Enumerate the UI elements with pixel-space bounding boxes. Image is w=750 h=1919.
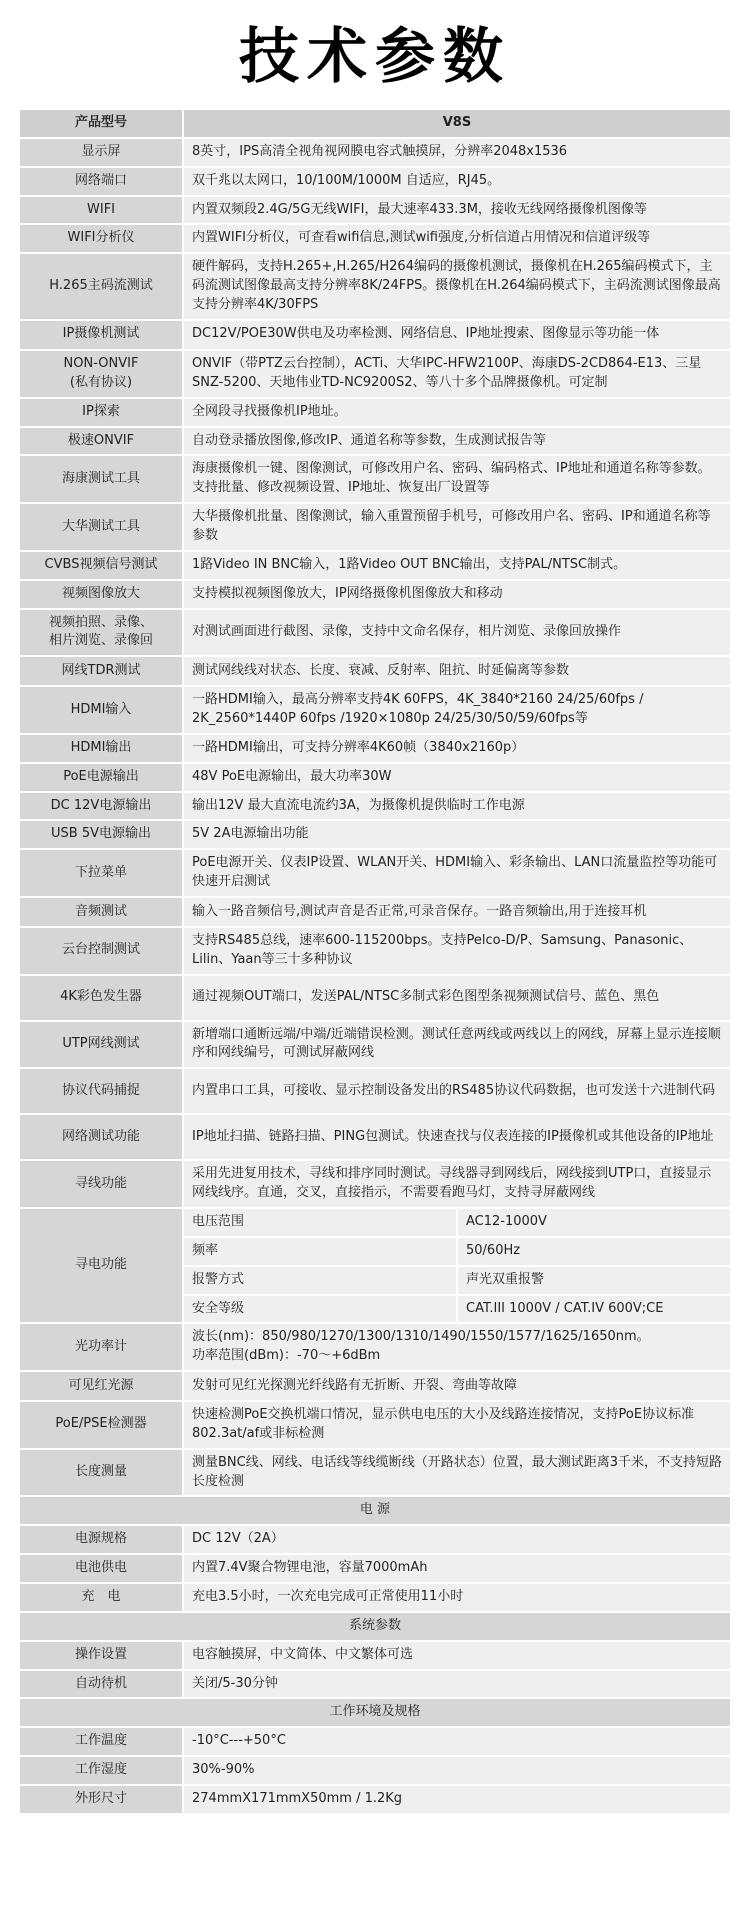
spec-row xyxy=(19,849,731,897)
spec-label: 4K彩色发生器 xyxy=(19,975,183,1021)
spec-value: 充电3.5小时，一次充电完成可正常使用11小时 xyxy=(183,1583,731,1612)
spec-value: 5V 2A电源输出功能 xyxy=(183,820,731,849)
spec-row xyxy=(19,427,731,456)
section-title: 工作环境及规格 xyxy=(19,1698,731,1727)
spec-row xyxy=(19,398,731,427)
spec-value: 一路HDMI输入，最高分辨率支持4K 60FPS，4K_3840*2160 24/25/60fps / 2K_2560*1440P 60fps /1920×1080p 24/25/30/50/59/60fps等 xyxy=(183,686,731,734)
spec-row xyxy=(19,1785,731,1814)
spec-label: 云台控制测试 xyxy=(19,927,183,975)
model-row xyxy=(19,109,731,138)
spec-value: 大华摄像机批量、图像测试，输入重置预留手机号，可修改用户名、密码、IP和通道名称等参数 xyxy=(183,503,731,551)
power-finder-key: 安全等级 xyxy=(183,1295,457,1324)
spec-row xyxy=(19,1401,731,1449)
spec-value: 48V PoE电源输出，最大功率30W xyxy=(183,763,731,792)
section-title: 系统参数 xyxy=(19,1612,731,1641)
spec-row xyxy=(19,927,731,975)
spec-label: 大华测试工具 xyxy=(19,503,183,551)
spec-value: 新增端口通断远端/中端/近端错误检测。测试任意两线或两线以上的网线，屏幕上显示连接顺序和网线编号，可测试屏蔽网线 xyxy=(183,1021,731,1069)
spec-label: HDMI输入 xyxy=(19,686,183,734)
spec-row xyxy=(19,686,731,734)
power-finder-row xyxy=(19,1208,731,1237)
spec-row xyxy=(19,551,731,580)
spec-row xyxy=(19,138,731,167)
spec-label: 自动待机 xyxy=(19,1670,183,1699)
spec-value: 274mmX171mmX50mm / 1.2Kg xyxy=(183,1785,731,1814)
section-title: 电 源 xyxy=(19,1496,731,1525)
spec-label: 极速ONVIF xyxy=(19,427,183,456)
spec-value: DC12V/POE30W供电及功率检测、网络信息、IP地址搜索、图像显示等功能一体 xyxy=(183,320,731,350)
spec-label: DC 12V电源输出 xyxy=(19,792,183,821)
spec-value: -10°C---+50°C xyxy=(183,1727,731,1756)
spec-row xyxy=(19,1114,731,1160)
page-title: 技术参数 xyxy=(239,22,511,92)
spec-row xyxy=(19,734,731,763)
spec-label: PoE/PSE检测器 xyxy=(19,1401,183,1449)
spec-label: 显示屏 xyxy=(19,138,183,167)
system-section-header xyxy=(19,1612,731,1641)
power-finder-key: 频率 xyxy=(183,1237,457,1266)
spec-value: 30%-90% xyxy=(183,1756,731,1785)
spec-value: ONVIF（带PTZ云台控制），ACTi、大华IPC-HFW2100P、海康DS-2CD864-E13、三星SNZ-5200、天地伟业TD-NC9200S2、等八十多个品牌摄像机。可定制 xyxy=(183,350,731,398)
spec-row xyxy=(19,580,731,609)
spec-value: 测量BNC线、网线、电话线等线缆断线（开路状态）位置，最大测试距离3千米，不支持短路长度检测 xyxy=(183,1449,731,1497)
spec-row xyxy=(19,1525,731,1554)
spec-row xyxy=(19,350,731,398)
spec-row xyxy=(19,1756,731,1785)
spec-value: 内置7.4V聚合物锂电池，容量7000mAh xyxy=(183,1554,731,1583)
spec-value: 硬件解码，支持H.265+,H.265/H264编码的摄像机测试，摄像机在H.265编码模式下，主码流测试图像最高支持分辨率8K/24FPS。摄像机在H.264编码模式下，主码流测试图像最高支持分辨率4K/30FPS xyxy=(183,253,731,320)
spec-label: IP摄像机测试 xyxy=(19,320,183,350)
spec-row xyxy=(19,1641,731,1670)
spec-row xyxy=(19,455,731,503)
spec-label: 工作湿度 xyxy=(19,1756,183,1785)
spec-label: PoE电源输出 xyxy=(19,763,183,792)
spec-table xyxy=(18,108,732,1815)
spec-value: 输入一路音频信号,测试声音是否正常,可录音保存。一路音频输出,用于连接耳机 xyxy=(183,897,731,927)
model-value: V8S xyxy=(183,109,731,138)
spec-row xyxy=(19,1583,731,1612)
spec-row xyxy=(19,320,731,350)
power-finder-key: 报警方式 xyxy=(183,1266,457,1295)
spec-label: NON-ONVIF (私有协议) xyxy=(19,350,183,398)
spec-label: 工作温度 xyxy=(19,1727,183,1756)
power-finder-key: 电压范围 xyxy=(183,1208,457,1237)
spec-label: 光功率计 xyxy=(19,1323,183,1371)
spec-value: 支持模拟视频图像放大，IP网络摄像机图像放大和移动 xyxy=(183,580,731,609)
spec-row xyxy=(19,167,731,196)
spec-value: 自动登录播放图像,修改IP、通道名称等参数，生成测试报告等 xyxy=(183,427,731,456)
spec-label: H.265主码流测试 xyxy=(19,253,183,320)
spec-value: 通过视频OUT端口，发送PAL/NTSC多制式彩色图型条视频测试信号、蓝色、黑色 xyxy=(183,975,731,1021)
spec-row xyxy=(19,1727,731,1756)
spec-row xyxy=(19,792,731,821)
power-finder-label: 寻电功能 xyxy=(19,1208,183,1323)
spec-row xyxy=(19,1670,731,1699)
spec-value: 内置双频段2.4G/5G无线WIFI，最大速率433.3M，接收无线网络摄像机图像等 xyxy=(183,196,731,225)
spec-row xyxy=(19,897,731,927)
spec-label: 视频拍照、录像、 相片浏览、录像回 xyxy=(19,609,183,657)
spec-label: 外形尺寸 xyxy=(19,1785,183,1814)
spec-row xyxy=(19,1554,731,1583)
spec-value: 内置串口工具，可接收、显示控制设备发出的RS485协议代码数据，也可发送十六进制代码 xyxy=(183,1068,731,1114)
spec-value: 全网段寻找摄像机IP地址。 xyxy=(183,398,731,427)
spec-value: 发射可见红光探测光纤线路有无折断、开裂、弯曲等故障 xyxy=(183,1371,731,1401)
spec-row xyxy=(19,1323,731,1371)
spec-value: 8英寸，IPS高清全视角视网膜电容式触摸屏，分辨率2048x1536 xyxy=(183,138,731,167)
power-finder-value: 50/60Hz xyxy=(457,1237,731,1266)
spec-value: 电容触摸屏，中文简体、中文繁体可选 xyxy=(183,1641,731,1670)
spec-row xyxy=(19,609,731,657)
spec-value: 采用先进复用技术，寻线和排序同时测试。寻线器寻到网线后，网线接到UTP口，直接显示网线线序。直通，交叉，直接指示，不需要看跑马灯，支持寻屏蔽网线 xyxy=(183,1160,731,1208)
spec-row xyxy=(19,820,731,849)
spec-label: 操作设置 xyxy=(19,1641,183,1670)
spec-label: WIFI分析仪 xyxy=(19,224,183,253)
spec-row xyxy=(19,1160,731,1208)
spec-value: 快速检测PoE交换机端口情况，显示供电电压的大小及线路连接情况，支持PoE协议标准802.3at/af或非标检测 xyxy=(183,1401,731,1449)
spec-label: 充 电 xyxy=(19,1583,183,1612)
spec-label: 电池供电 xyxy=(19,1554,183,1583)
spec-row xyxy=(19,975,731,1021)
spec-value: 内置WIFI分析仪，可查看wifi信息,测试wifi强度,分析信道占用情况和信道评级等 xyxy=(183,224,731,253)
model-label: 产品型号 xyxy=(19,109,183,138)
env-section-header xyxy=(19,1698,731,1727)
spec-value: PoE电源开关、仪表IP设置、WLAN开关、HDMI输入、彩条输出、LAN口流量监控等功能可快速开启测试 xyxy=(183,849,731,897)
spec-value: 测试网线线对状态、长度、衰减、反射率、阻抗、时延偏离等参数 xyxy=(183,656,731,686)
spec-row xyxy=(19,763,731,792)
power-finder-value: 声光双重报警 xyxy=(457,1266,731,1295)
spec-label: 长度测量 xyxy=(19,1449,183,1497)
spec-label: IP探索 xyxy=(19,398,183,427)
power-finder-value: AC12-1000V xyxy=(457,1208,731,1237)
spec-label: 网络测试功能 xyxy=(19,1114,183,1160)
spec-label: 下拉菜单 xyxy=(19,849,183,897)
power-section-header xyxy=(19,1496,731,1525)
spec-label: 网络端口 xyxy=(19,167,183,196)
spec-label: CVBS视频信号测试 xyxy=(19,551,183,580)
spec-value: 输出12V 最大直流电流约3A，为摄像机提供临时工作电源 xyxy=(183,792,731,821)
spec-value: IP地址扫描、链路扫描、PING包测试。快速查找与仪表连接的IP摄像机或其他设备的IP地址 xyxy=(183,1114,731,1160)
spec-value: 海康摄像机一键、图像测试，可修改用户名、密码、编码格式、IP地址和通道名称等参数。支持批量、修改视频设置、IP地址、恢复出厂设置等 xyxy=(183,455,731,503)
spec-row xyxy=(19,253,731,320)
spec-value: 支持RS485总线，速率600-115200bps。支持Pelco-D/P、Samsung、Panasonic、Lilin、Yaan等三十多种协议 xyxy=(183,927,731,975)
spec-value: 双千兆以太网口，10/100M/1000M 自适应，RJ45。 xyxy=(183,167,731,196)
spec-row xyxy=(19,656,731,686)
spec-value: 1路Video IN BNC输入，1路Video OUT BNC输出，支持PAL/NTSC制式。 xyxy=(183,551,731,580)
spec-label: 网线TDR测试 xyxy=(19,656,183,686)
spec-label: 可见红光源 xyxy=(19,1371,183,1401)
spec-label: 视频图像放大 xyxy=(19,580,183,609)
spec-value: DC 12V（2A） xyxy=(183,1525,731,1554)
spec-row xyxy=(19,1371,731,1401)
spec-label: UTP网线测试 xyxy=(19,1021,183,1069)
spec-row xyxy=(19,196,731,225)
spec-value: 对测试画面进行截图、录像，支持中文命名保存，相片浏览、录像回放操作 xyxy=(183,609,731,657)
spec-row xyxy=(19,1068,731,1114)
spec-row xyxy=(19,1449,731,1497)
power-finder-value: CAT.III 1000V / CAT.IV 600V;CE xyxy=(457,1295,731,1324)
spec-label: HDMI输出 xyxy=(19,734,183,763)
spec-label: 电源规格 xyxy=(19,1525,183,1554)
spec-label: 协议代码捕捉 xyxy=(19,1068,183,1114)
spec-label: USB 5V电源输出 xyxy=(19,820,183,849)
spec-value: 关闭/5-30分钟 xyxy=(183,1670,731,1699)
spec-value: 一路HDMI输出，可支持分辨率4K60帧（3840x2160p） xyxy=(183,734,731,763)
spec-row xyxy=(19,1021,731,1069)
spec-label: WIFI xyxy=(19,196,183,225)
spec-row xyxy=(19,224,731,253)
spec-value: 波长(nm)：850/980/1270/1300/1310/1490/1550/1577/1625/1650nm。 功率范围(dBm)：-70～+6dBm xyxy=(183,1323,731,1371)
spec-label: 寻线功能 xyxy=(19,1160,183,1208)
spec-label: 音频测试 xyxy=(19,897,183,927)
spec-label: 海康测试工具 xyxy=(19,455,183,503)
spec-row xyxy=(19,503,731,551)
